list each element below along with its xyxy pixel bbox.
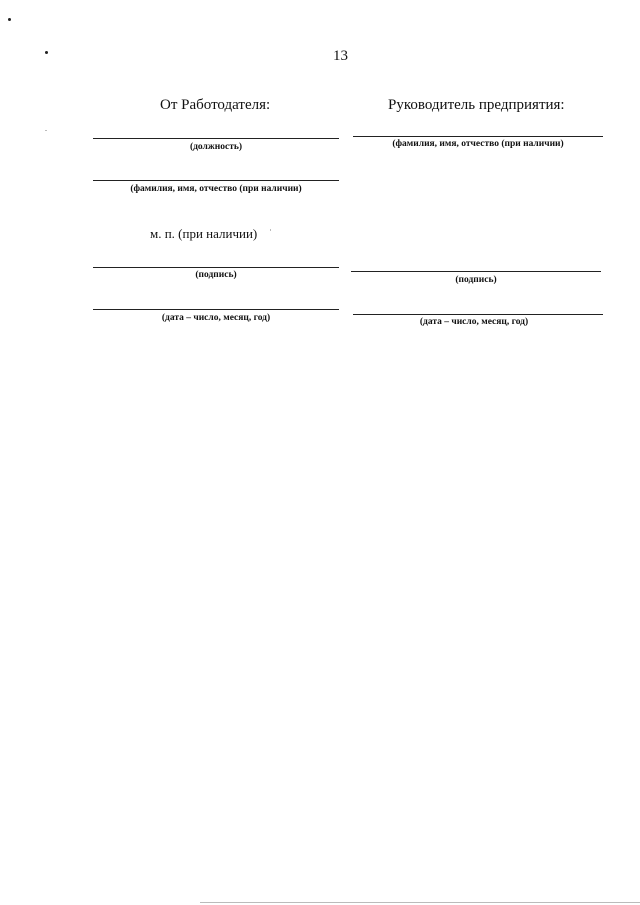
director-name-line [353, 136, 603, 137]
employer-name-caption: (фамилия, имя, отчество (при наличии) [130, 184, 302, 194]
director-heading: Руководитель предприятия: [388, 97, 565, 113]
director-date-caption: (дата – число, месяц, год) [419, 317, 529, 327]
employer-signature-line [93, 267, 339, 268]
director-name-caption: (фамилия, имя, отчество (при наличии) [392, 139, 564, 149]
director-date-line [353, 314, 603, 315]
stamp-label: м. п. (при наличии) [150, 226, 258, 241]
scan-speck [45, 51, 48, 54]
scan-mark [270, 229, 271, 231]
employer-signature-caption: (подпись) [195, 270, 237, 280]
scan-mark [45, 130, 47, 131]
page-number: 13 [333, 48, 348, 64]
employer-position-caption: (должность) [189, 142, 243, 152]
employer-name-line [93, 180, 339, 181]
scan-mark [200, 902, 640, 903]
employer-date-caption: (дата – число, месяц, год) [161, 313, 271, 323]
employer-position-line [93, 138, 339, 139]
employer-date-line [93, 309, 339, 310]
director-signature-line [351, 271, 601, 272]
scan-speck [8, 18, 11, 21]
employer-heading: От Работодателя: [160, 97, 271, 113]
director-signature-caption: (подпись) [455, 275, 497, 285]
